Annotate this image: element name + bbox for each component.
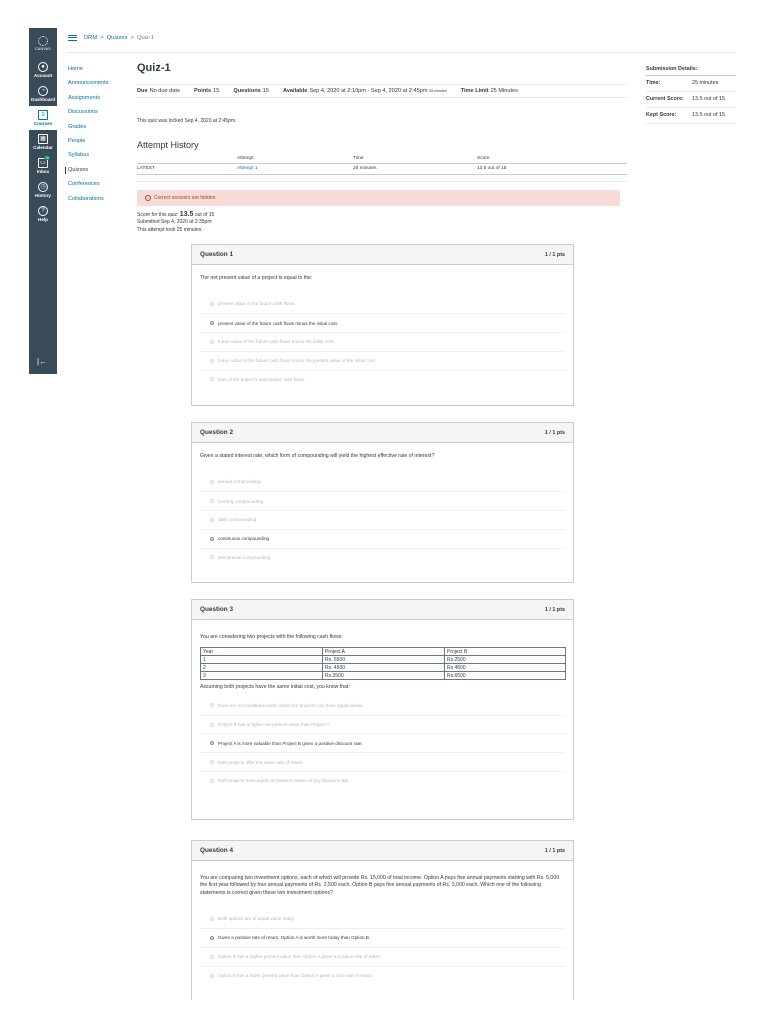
question-title: Question 1 bbox=[200, 251, 234, 258]
gnav-courses-label: Courses bbox=[33, 121, 53, 126]
score-info bbox=[137, 211, 627, 235]
course-nav-home[interactable]: Home bbox=[68, 66, 83, 72]
question-title: Question 2 bbox=[200, 429, 234, 436]
table-cell: Project A bbox=[323, 648, 445, 656]
radio-icon bbox=[210, 779, 214, 783]
radio-icon bbox=[210, 723, 214, 727]
collapse-nav-icon[interactable]: |← bbox=[37, 357, 48, 366]
table-cell: Year bbox=[201, 648, 323, 656]
table-cell: Rs.2500 bbox=[445, 656, 566, 664]
gnav-inbox[interactable] bbox=[29, 154, 57, 178]
answer-option[interactable] bbox=[200, 472, 565, 491]
history-row-label: LATEST bbox=[137, 163, 237, 174]
question-header bbox=[192, 423, 573, 443]
time-limit-label: Time Limit bbox=[460, 88, 489, 94]
global-nav bbox=[29, 28, 57, 374]
questions-value: 15 bbox=[262, 88, 269, 94]
questions-info bbox=[233, 88, 269, 94]
breadcrumb-course[interactable]: DRM bbox=[84, 35, 98, 41]
radio-selected-icon bbox=[210, 936, 214, 940]
points-info bbox=[194, 88, 219, 94]
answer-option[interactable] bbox=[200, 966, 565, 985]
answer-list bbox=[200, 472, 565, 566]
radio-icon bbox=[210, 340, 214, 344]
submission-details bbox=[646, 66, 736, 124]
question-text-2: Assuming both projects have the same initial cost, you know that: bbox=[200, 684, 350, 691]
question-body bbox=[192, 265, 573, 388]
score-prefix: Score for this quiz: bbox=[137, 211, 179, 218]
table-cell: Rs. 4500 bbox=[323, 664, 445, 672]
question-points: 1 / 1 pts bbox=[544, 429, 565, 436]
answer-option[interactable] bbox=[200, 351, 565, 370]
radio-icon bbox=[210, 703, 214, 707]
breadcrumb-quizzes[interactable]: Quizzes bbox=[106, 35, 128, 41]
radio-icon bbox=[210, 377, 214, 381]
submission-label: Kept Score: bbox=[646, 112, 677, 118]
answer-text: Given a positive rate of return, Option A is worth more today than Option B. bbox=[218, 935, 371, 941]
question-card bbox=[191, 422, 574, 583]
answer-text: both projects have equal net present values at any discount rate. bbox=[218, 778, 350, 784]
answer-option[interactable] bbox=[200, 752, 565, 771]
radio-icon bbox=[210, 760, 214, 764]
question-title: Question 4 bbox=[200, 847, 234, 854]
submission-row-kept bbox=[646, 108, 736, 124]
course-nav-discussions[interactable]: Discussions bbox=[68, 109, 98, 116]
answer-option[interactable] bbox=[200, 491, 565, 510]
quiz-meta bbox=[137, 84, 627, 98]
answer-text: semiannual compounding bbox=[218, 554, 271, 560]
gnav-help[interactable] bbox=[29, 202, 57, 226]
question-points: 1 / 1 pts bbox=[544, 251, 565, 258]
attempt-history-table bbox=[137, 155, 627, 175]
submission-value: 25 minutes bbox=[692, 80, 719, 86]
answer-text: Project A is more valuable than Project B given a positive discount rate. bbox=[218, 740, 363, 746]
question-card bbox=[191, 244, 574, 406]
calendar-icon: ▦ bbox=[38, 134, 48, 144]
inbox-icon: ▭ bbox=[38, 158, 48, 168]
history-header-attempt: Attempt bbox=[237, 155, 353, 163]
history-row-score: 13.5 out of 15 bbox=[477, 163, 627, 174]
answer-text: Project B has a higher net present value than Project A. bbox=[218, 722, 331, 727]
gnav-dashboard-label: Dashboard bbox=[31, 97, 55, 102]
radio-icon bbox=[210, 518, 214, 522]
question-points: 1 / 1 pts bbox=[544, 606, 565, 613]
question-header bbox=[192, 841, 573, 861]
gnav-account[interactable] bbox=[29, 58, 57, 82]
answer-list bbox=[200, 294, 565, 388]
answer-text: Option B has a higher present value than Option A given a positive rate of return. bbox=[218, 954, 382, 960]
answer-text: daily compounding bbox=[218, 517, 257, 523]
question-title: Question 3 bbox=[200, 606, 234, 613]
table-cell: Rs.6500 bbox=[445, 672, 566, 680]
answers-hidden-alert bbox=[137, 190, 620, 206]
answer-option[interactable] bbox=[200, 548, 565, 567]
gnav-inbox-label: Inbox bbox=[36, 169, 50, 174]
table-cell: 2 bbox=[201, 664, 323, 672]
submission-value: 13.5 out of 15 bbox=[692, 112, 725, 118]
radio-icon bbox=[210, 480, 214, 484]
table-row bbox=[201, 672, 566, 680]
answer-option[interactable] bbox=[200, 332, 565, 351]
radio-icon bbox=[210, 917, 214, 921]
answer-text: there are no conditions under which the projects can have equal values. bbox=[218, 702, 365, 708]
duration-line: This attempt took 25 minutes. bbox=[137, 226, 203, 233]
course-nav-syllabus[interactable]: Syllabus bbox=[68, 152, 90, 159]
alert-text: Correct answers are hidden. bbox=[154, 194, 217, 201]
available-value: Sep 4, 2020 at 2:10pm - Sep 4, 2020 at 2:45pm bbox=[309, 88, 428, 94]
due-info bbox=[137, 88, 180, 94]
radio-selected-icon bbox=[210, 321, 214, 325]
course-nav-quizzes[interactable]: Quizzes bbox=[65, 167, 128, 174]
course-nav-people[interactable]: People bbox=[68, 137, 86, 144]
page-title: Quiz-1 bbox=[137, 62, 171, 74]
submission-details-title: Submission Details: bbox=[646, 66, 736, 76]
course-nav-collaborations[interactable]: Collaborations bbox=[68, 195, 104, 202]
answer-list bbox=[200, 696, 565, 790]
answer-list bbox=[200, 909, 565, 984]
available-duration: 35 minutes bbox=[429, 89, 447, 93]
answer-option[interactable] bbox=[200, 696, 565, 715]
course-nav bbox=[68, 66, 128, 210]
gnav-account-label: Account bbox=[33, 73, 53, 78]
radio-icon bbox=[210, 499, 214, 503]
gnav-history-label: History bbox=[35, 193, 51, 198]
answer-option-selected[interactable] bbox=[200, 733, 565, 752]
canvas-logo-icon bbox=[38, 36, 48, 46]
questions-label: Questions bbox=[233, 88, 261, 94]
breadcrumb-separator: > bbox=[130, 35, 134, 41]
gnav-history[interactable] bbox=[29, 178, 57, 202]
radio-icon bbox=[210, 974, 214, 978]
table-row bbox=[201, 656, 566, 664]
answer-option[interactable] bbox=[200, 947, 565, 966]
answer-option[interactable] bbox=[200, 771, 565, 790]
radio-selected-icon bbox=[210, 741, 214, 745]
radio-icon bbox=[210, 359, 214, 363]
submission-label: Current Score: bbox=[646, 96, 684, 102]
answer-text: sum of the project's anticipated cash flows. bbox=[218, 376, 306, 382]
available-info bbox=[283, 88, 447, 94]
available-label: Available bbox=[282, 88, 308, 94]
submission-row-time bbox=[646, 76, 736, 92]
question-points: 1 / 1 pts bbox=[544, 847, 565, 854]
breadcrumb-current: Quiz-1 bbox=[136, 35, 155, 41]
question-text: The net present value of a project is equal to the: bbox=[200, 275, 313, 281]
answer-text: present value of the future cash flows minus the initial cost. bbox=[218, 320, 339, 326]
question-body bbox=[192, 861, 573, 984]
cash-flow-table bbox=[200, 647, 566, 680]
question-header bbox=[192, 600, 573, 620]
user-icon: ● bbox=[38, 62, 48, 72]
table-cell: Rs.4500 bbox=[445, 664, 566, 672]
locked-notice: This quiz was locked Sep 4, 2020 at 2:45pm. bbox=[137, 118, 237, 124]
hamburger-icon[interactable] bbox=[68, 35, 77, 41]
answer-option-selected[interactable] bbox=[200, 928, 565, 947]
submission-value: 13.5 out of 15 bbox=[692, 96, 725, 102]
gnav-calendar-label: Calendar bbox=[33, 145, 53, 150]
radio-selected-icon bbox=[210, 537, 214, 541]
table-cell: Rs.2500 bbox=[323, 672, 445, 680]
answer-option[interactable] bbox=[200, 370, 565, 389]
dashboard-icon: ◔ bbox=[38, 86, 48, 96]
answer-option[interactable] bbox=[200, 909, 565, 928]
time-limit-info bbox=[461, 88, 518, 94]
submitted-line: Submitted Sep 4, 2020 at 2:35pm bbox=[137, 219, 212, 225]
header-divider bbox=[68, 52, 736, 53]
radio-icon bbox=[210, 955, 214, 959]
history-row-time: 25 minutes bbox=[353, 163, 477, 174]
table-cell: Rs. 6500 bbox=[323, 656, 445, 664]
table-row bbox=[201, 648, 566, 656]
table-cell: 3 bbox=[201, 672, 323, 680]
answer-text: Both options are of equal value today. bbox=[218, 916, 295, 922]
breadcrumb-separator: > bbox=[100, 35, 104, 41]
table-row bbox=[201, 664, 566, 672]
answer-text: continuous compounding bbox=[218, 536, 270, 542]
course-nav-announcements[interactable]: Announcements bbox=[68, 80, 109, 87]
score-suffix: out of 15 bbox=[194, 211, 215, 218]
answer-text: both projects offer the same rate of return. bbox=[218, 759, 304, 765]
inbox-badge: 26 bbox=[45, 156, 49, 160]
answer-text: future value of the future cash flows minus the present value of the initial cost. bbox=[218, 358, 377, 364]
question-body bbox=[192, 443, 573, 566]
submission-row-current bbox=[646, 92, 736, 108]
table-cell: Project B bbox=[445, 648, 566, 656]
answer-text: Option B has a lower present value than Option A given a zero rate of return. bbox=[218, 973, 374, 978]
answer-option[interactable] bbox=[200, 294, 565, 313]
gnav-dashboard[interactable] bbox=[29, 82, 57, 106]
radio-icon bbox=[210, 555, 214, 559]
question-card bbox=[191, 840, 574, 1000]
gnav-help-label: Help bbox=[38, 217, 48, 222]
question-body bbox=[192, 620, 573, 790]
question-text: You are comparing two investment options, each of which will provide Rs. 15,000 of total income. Option A pays five annual payments starting with Rs. 5,000 the first year followed by four annual payments of Rs. 2,500 each. Option B pays five annual payments of Rs. 3,000 each. Which one of the following statements is correct given these two investment options? bbox=[200, 875, 560, 896]
course-nav-assignments[interactable]: Assignments bbox=[68, 94, 101, 101]
attempt-link[interactable]: Attempt 1 bbox=[237, 163, 353, 174]
warning-icon: ! bbox=[145, 195, 151, 201]
time-limit-value: 25 Minutes bbox=[490, 88, 518, 94]
gnav-calendar[interactable] bbox=[29, 130, 57, 154]
clock-icon: ◷ bbox=[38, 182, 48, 192]
answer-option[interactable] bbox=[200, 510, 565, 529]
points-label: Points bbox=[194, 88, 212, 94]
due-value: No due date bbox=[149, 88, 181, 94]
answer-text: present value of the future cash flows. bbox=[218, 301, 296, 307]
table-row bbox=[137, 163, 627, 174]
canvas-logo-text: CANVAS bbox=[35, 46, 51, 51]
help-icon: ? bbox=[38, 206, 48, 216]
answer-option[interactable] bbox=[200, 715, 565, 734]
history-header-time: Time bbox=[353, 155, 477, 163]
submission-label: Time: bbox=[646, 80, 661, 86]
course-nav-grades[interactable]: Grades bbox=[68, 123, 87, 130]
score-value: 13.5 bbox=[179, 210, 194, 218]
course-nav-conferences[interactable]: Conferences bbox=[68, 181, 100, 188]
question-text: Given a stated interest rate, which form of compounding will yield the highest effective rate of interest? bbox=[200, 453, 435, 459]
points-value: 15 bbox=[213, 88, 220, 94]
answer-text: annual compounding bbox=[218, 479, 261, 485]
table-cell: 1 bbox=[201, 656, 323, 664]
canvas-logo[interactable] bbox=[29, 28, 57, 58]
breadcrumb bbox=[68, 35, 154, 41]
answer-text: monthly compounding bbox=[218, 498, 263, 504]
question-text: You are considering two projects with the following cash flows: bbox=[200, 634, 343, 640]
history-header-score: Score bbox=[477, 155, 627, 163]
gnav-courses[interactable] bbox=[29, 106, 57, 130]
question-card bbox=[191, 599, 574, 820]
book-icon: ≡ bbox=[38, 110, 48, 120]
answer-text: future value of the future cash flows minus the initial cost. bbox=[218, 339, 335, 345]
radio-icon bbox=[210, 302, 214, 306]
attempt-history-title: Attempt History bbox=[137, 140, 199, 150]
score-line bbox=[137, 211, 627, 220]
history-header-blank bbox=[137, 155, 237, 163]
section-divider bbox=[137, 181, 627, 182]
due-label: Due bbox=[137, 88, 148, 94]
quiz-main bbox=[137, 62, 627, 234]
question-header bbox=[192, 245, 573, 265]
answer-option-selected[interactable] bbox=[200, 313, 565, 332]
answer-option-selected[interactable] bbox=[200, 529, 565, 548]
